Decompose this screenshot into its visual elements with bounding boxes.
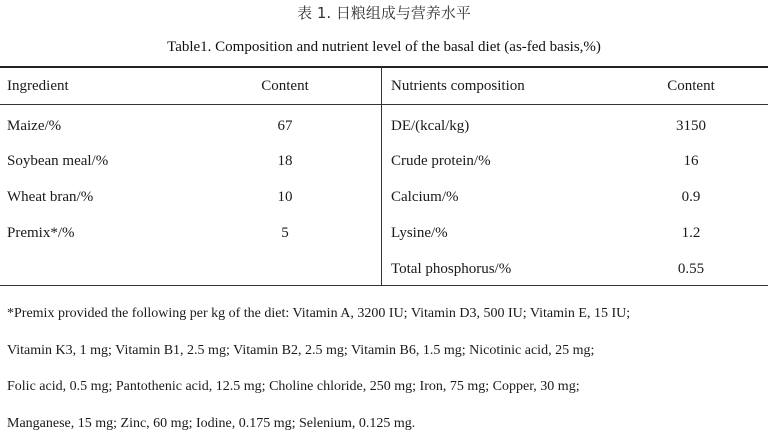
nutrient-value: 3150 — [636, 117, 746, 135]
header-ingredient: Ingredient — [7, 77, 69, 95]
ingredient-value: 10 — [230, 188, 340, 206]
ingredient-name: Wheat bran/% — [7, 188, 93, 206]
nutrient-name: Crude protein/% — [391, 152, 491, 170]
nutrient-name: Lysine/% — [391, 224, 448, 242]
nutrient-name: DE/(kcal/kg) — [391, 117, 469, 135]
header-content-left: Content — [230, 77, 340, 95]
ingredient-name: Soybean meal/% — [7, 152, 108, 170]
nutrient-value: 0.9 — [636, 188, 746, 206]
header-bottom-rule — [0, 104, 768, 105]
header-nutrients: Nutrients composition — [391, 77, 525, 95]
nutrient-name: Total phosphorus/% — [391, 260, 511, 278]
footnote-line: *Premix provided the following per kg of the diet: Vitamin A, 3200 IU; Vitamin D3, 500 IU; Vitamin E, 15 IU; — [7, 296, 762, 333]
table-title-chinese: 表 1. 日粮组成与营养水平 — [0, 2, 768, 23]
ingredient-name: Premix*/% — [7, 224, 75, 242]
footnote-line: Manganese, 15 mg; Zinc, 60 mg; Iodine, 0.175 mg; Selenium, 0.125 mg. — [7, 406, 762, 442]
nutrient-value: 1.2 — [636, 224, 746, 242]
ingredient-value: 67 — [230, 117, 340, 135]
ingredient-value: 18 — [230, 152, 340, 170]
footnote-line: Folic acid, 0.5 mg; Pantothenic acid, 12.5 mg; Choline chloride, 250 mg; Iron, 75 mg; Copper, 30 mg; — [7, 369, 762, 406]
header-content-right: Content — [636, 77, 746, 95]
ingredient-value: 5 — [230, 224, 340, 242]
table-title-english: Table1. Composition and nutrient level of the basal diet (as-fed basis,%) — [0, 39, 768, 56]
nutrient-name: Calcium/% — [391, 188, 459, 206]
table-top-rule — [0, 66, 768, 68]
premix-footnote — [7, 296, 762, 442]
table-bottom-rule — [0, 285, 768, 286]
footnote-line: Vitamin K3, 1 mg; Vitamin B1, 2.5 mg; Vitamin B2, 2.5 mg; Vitamin B6, 1.5 mg; Nicotinic acid, 25 mg; — [7, 333, 762, 370]
nutrient-value: 0.55 — [636, 260, 746, 278]
column-divider — [381, 67, 382, 285]
nutrient-value: 16 — [636, 152, 746, 170]
ingredient-name: Maize/% — [7, 117, 61, 135]
